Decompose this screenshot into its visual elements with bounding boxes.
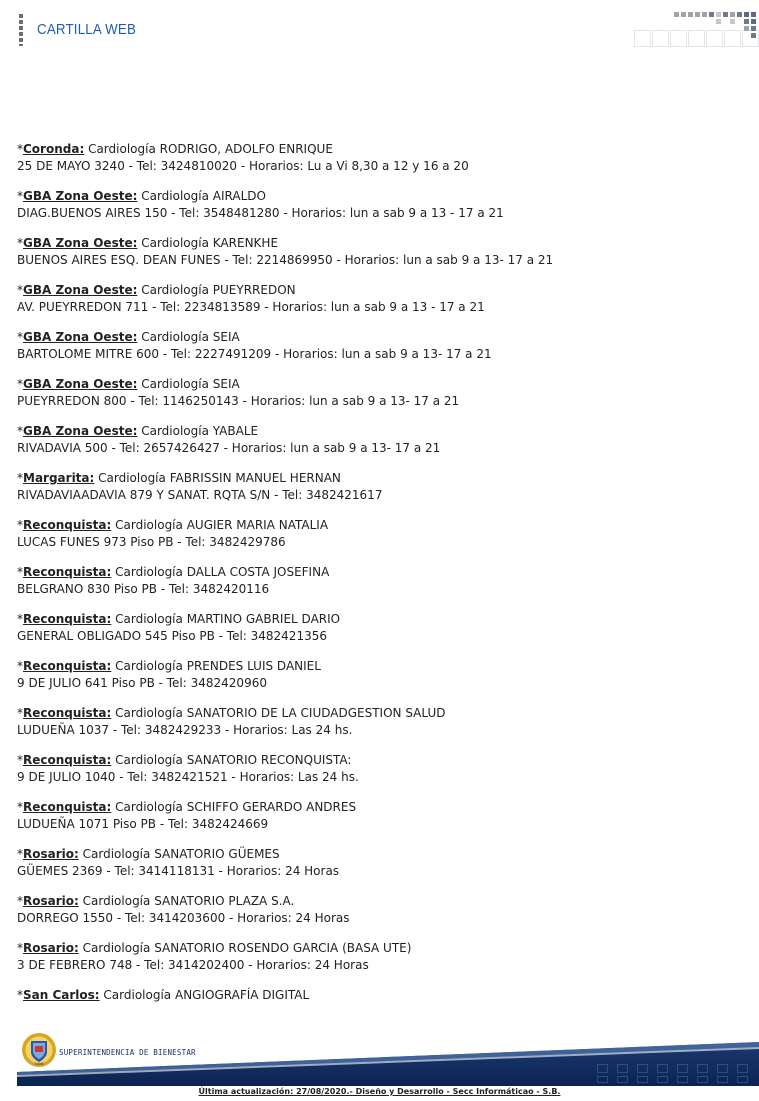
entry-header-line [17,752,747,769]
entry-provider: SCHIFFO GERARDO ANDRES [186,800,357,814]
list-item [17,893,747,927]
entry-header-line [17,987,747,1004]
entry-city: Reconquista: [23,612,112,626]
entry-city: Reconquista: [23,518,112,532]
entry-header-line [17,141,747,158]
list-item [17,564,747,598]
organization-name: SUPERINTENDENCIA DE BIENESTAR [59,1048,196,1057]
entry-specialty: Cardiología [82,941,151,955]
entry-provider: MARTINO GABRIEL DARIO [186,612,341,626]
entry-city: GBA Zona Oeste: [23,236,138,250]
entry-provider: SEIA [212,330,240,344]
entry-provider: AUGIER MARIA NATALIA [186,518,329,532]
bullet-asterisk: * [17,142,23,156]
bullet-asterisk: * [17,941,23,955]
entry-provider: SANATORIO ROSENDO GARCIA (BASA UTE) [154,941,412,955]
list-item [17,940,747,974]
bullet-asterisk: * [17,236,23,250]
entry-details: AV. PUEYRREDON 711 - Tel: 2234813589 - Horarios: lun a sab 9 a 13 - 17 a 21 [17,300,485,314]
entry-header-line [17,564,747,581]
entry-specialty: Cardiología [115,518,183,532]
entry-header-line [17,235,747,252]
entry-city: GBA Zona Oeste: [23,189,138,203]
entry-city: Reconquista: [23,800,112,814]
entry-provider: SANATORIO DE LA CIUDADGESTION SALUD [186,706,446,720]
entry-city: GBA Zona Oeste: [23,424,138,438]
bullet-asterisk: * [17,471,23,485]
footer-update-note: Última actualización: 27/08/2020.- Diseño y Desarrollo - Secc Informáticao - S.B. [198,1087,561,1096]
list-item [17,282,747,316]
page-title: CARTILLA WEB [37,22,137,38]
header-stripe-icon [19,14,23,46]
entry-details: BUENOS AIRES ESQ. DEAN FUNES - Tel: 2214869950 - Horarios: lun a sab 9 a 13- 17 a 21 [17,253,554,267]
entry-provider: YABALE [212,424,259,438]
entry-specialty: Cardiología [88,142,156,156]
entry-city: Rosario: [23,941,79,955]
entry-city: Rosario: [23,847,79,861]
bullet-asterisk: * [17,753,23,767]
bullet-asterisk: * [17,189,23,203]
entry-header-line [17,517,747,534]
list-item [17,846,747,880]
entry-header-line [17,705,747,722]
list-item [17,752,747,786]
list-item [17,141,747,175]
list-item [17,799,747,833]
bullet-asterisk: * [17,612,23,626]
bullet-asterisk: * [17,847,23,861]
entry-provider: DALLA COSTA JOSEFINA [186,565,330,579]
entry-header-line [17,799,747,816]
entry-header-line [17,282,747,299]
list-item [17,235,747,269]
entry-city: Coronda: [23,142,85,156]
entry-provider: SANATORIO GÜEMES [154,847,280,861]
entry-details: GENERAL OBLIGADO 545 Piso PB - Tel: 3482421356 [17,629,327,643]
entry-city: Reconquista: [23,753,112,767]
entry-provider: ANGIOGRAFÍA DIGITAL [174,988,310,1002]
bullet-asterisk: * [17,565,23,579]
entry-provider: SEIA [212,377,240,391]
entry-city: Rosario: [23,894,79,908]
entry-specialty: Cardiología [82,847,151,861]
entry-city: GBA Zona Oeste: [23,330,138,344]
entry-city: Reconquista: [23,706,112,720]
entry-details: LUDUEÑA 1037 - Tel: 3482429233 - Horarios: Las 24 hs. [17,723,353,737]
entry-header-line [17,940,747,957]
provider-list [17,141,747,1017]
entry-header-line [17,611,747,628]
entry-city: Reconquista: [23,565,112,579]
entry-details: LUCAS FUNES 973 Piso PB - Tel: 3482429786 [17,535,286,549]
entry-details: 9 DE JULIO 641 Piso PB - Tel: 3482420960 [17,676,267,690]
entry-specialty: Cardiología [141,189,209,203]
entry-header-line [17,329,747,346]
entry-specialty: Cardiología [141,377,209,391]
list-item [17,376,747,410]
entry-details: DIAG.BUENOS AIRES 150 - Tel: 3548481280 - Horarios: lun a sab 9 a 13 - 17 a 21 [17,206,504,220]
list-item [17,611,747,645]
list-item [17,329,747,363]
entry-details: 9 DE JULIO 1040 - Tel: 3482421521 - Horarios: Las 24 hs. [17,770,359,784]
entry-specialty: Cardiología [115,565,183,579]
bullet-asterisk: * [17,377,23,391]
entry-specialty: Cardiología [103,988,172,1002]
entry-city: San Carlos: [23,988,100,1002]
entry-header-line [17,846,747,863]
entry-provider: PRENDES LUIS DANIEL [186,659,321,673]
entry-provider: FABRISSIN MANUEL HERNAN [169,471,341,485]
entry-specialty: Cardiología [141,283,209,297]
entry-provider: SANATORIO PLAZA S.A. [154,894,295,908]
pixel-grid-icon [634,10,759,50]
bullet-asterisk: * [17,283,23,297]
entry-city: Margarita: [23,471,95,485]
entry-header-line [17,893,747,910]
footer-banner [17,1028,759,1088]
shield-seal-icon [21,1032,57,1068]
entry-specialty: Cardiología [115,800,183,814]
list-item [17,658,747,692]
entry-provider: AIRALDO [212,189,266,203]
page-header [0,0,759,60]
entry-specialty: Cardiología [141,330,209,344]
entry-header-line [17,423,747,440]
entry-details: BELGRANO 830 Piso PB - Tel: 3482420116 [17,582,270,596]
bullet-asterisk: * [17,659,23,673]
entry-details: 25 DE MAYO 3240 - Tel: 3424810020 - Horarios: Lu a Vi 8,30 a 12 y 16 a 20 [17,159,469,173]
bullet-asterisk: * [17,894,23,908]
bullet-asterisk: * [17,424,23,438]
entry-details: DORREGO 1550 - Tel: 3414203600 - Horarios: 24 Horas [17,911,350,925]
entry-specialty: Cardiología [115,659,183,673]
bullet-asterisk: * [17,988,23,1002]
entry-specialty: Cardiología [98,471,166,485]
entry-specialty: Cardiología [82,894,151,908]
list-item [17,987,747,1004]
entry-specialty: Cardiología [115,753,183,767]
entry-details: RIVADAVIA 500 - Tel: 2657426427 - Horarios: lun a sab 9 a 13- 17 a 21 [17,441,441,455]
entry-provider: PUEYRREDON [212,283,296,297]
entry-details: PUEYRREDON 800 - Tel: 1146250143 - Horarios: lun a sab 9 a 13- 17 a 21 [17,394,460,408]
bullet-asterisk: * [17,330,23,344]
entry-provider: RODRIGO, ADOLFO ENRIQUE [159,142,333,156]
entry-header-line [17,470,747,487]
logo-text: SdeB [34,1062,44,1066]
entry-city: GBA Zona Oeste: [23,377,138,391]
list-item [17,517,747,551]
list-item [17,470,747,504]
entry-specialty: Cardiología [141,236,209,250]
entry-details: 3 DE FEBRERO 748 - Tel: 3414202400 - Horarios: 24 Horas [17,958,369,972]
entry-city: Reconquista: [23,659,112,673]
entry-provider: SANATORIO RECONQUISTA: [186,753,352,767]
list-item [17,188,747,222]
bullet-asterisk: * [17,800,23,814]
list-item [17,423,747,457]
entry-details: RIVADAVIAADAVIA 879 Y SANAT. RQTA S/N - Tel: 3482421617 [17,488,383,502]
entry-header-line [17,376,747,393]
entry-city: GBA Zona Oeste: [23,283,138,297]
bullet-asterisk: * [17,706,23,720]
page-footer [17,1028,759,1088]
entry-details: GÜEMES 2369 - Tel: 3414118131 - Horarios: 24 Horas [17,864,340,878]
entry-details: LUDUEÑA 1071 Piso PB - Tel: 3482424669 [17,817,269,831]
entry-header-line [17,188,747,205]
entry-details: BARTOLOME MITRE 600 - Tel: 2227491209 - Horarios: lun a sab 9 a 13- 17 a 21 [17,347,492,361]
entry-specialty: Cardiología [141,424,209,438]
bullet-asterisk: * [17,518,23,532]
entry-specialty: Cardiología [115,612,183,626]
entry-provider: KARENKHE [212,236,279,250]
entry-header-line [17,658,747,675]
list-item [17,705,747,739]
entry-specialty: Cardiología [115,706,183,720]
